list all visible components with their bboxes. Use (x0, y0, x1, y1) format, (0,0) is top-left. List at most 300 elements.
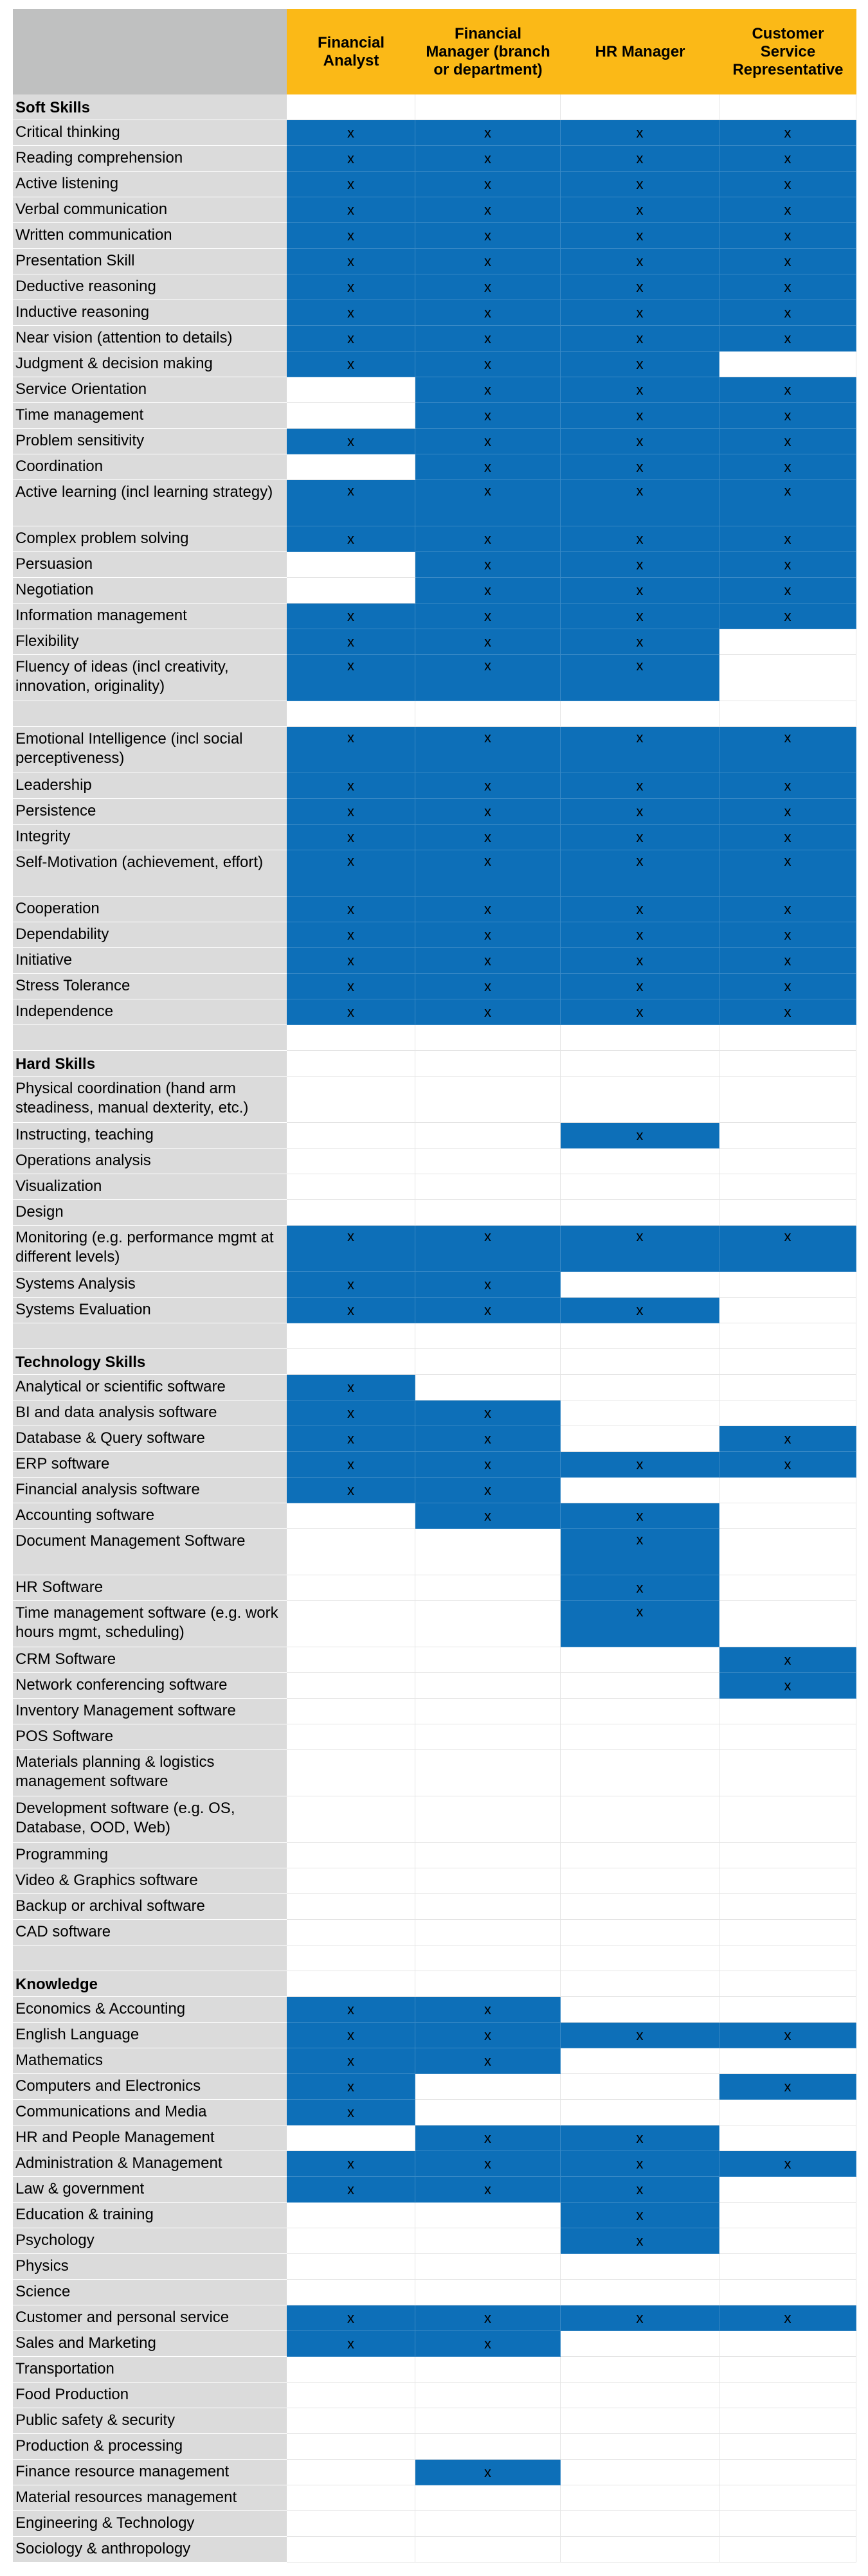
empty-cell (719, 352, 856, 377)
empty-cell (415, 1601, 561, 1647)
table-row (13, 799, 856, 825)
table-row (13, 1796, 856, 1843)
empty-cell (415, 1149, 561, 1174)
empty-cell (415, 1894, 561, 1920)
row-label (13, 701, 287, 727)
row-label: Stress Tolerance (13, 974, 287, 999)
empty-cell (719, 1601, 856, 1647)
marked-cell: x (287, 249, 415, 274)
empty-cell (561, 1997, 719, 2023)
table-row (13, 999, 856, 1025)
marked-cell: x (287, 120, 415, 146)
row-label: CAD software (13, 1920, 287, 1945)
marked-cell: x (415, 1478, 561, 1503)
marked-cell: x (719, 223, 856, 249)
empty-cell (561, 1051, 719, 1077)
marked-cell: x (415, 825, 561, 850)
empty-cell (719, 1699, 856, 1724)
row-label: Customer and personal service (13, 2305, 287, 2331)
empty-cell (415, 2485, 561, 2511)
marked-cell: x (561, 2228, 719, 2254)
empty-cell (719, 94, 856, 120)
empty-cell (287, 2408, 415, 2434)
row-label: Self-Motivation (achievement, effort) (13, 850, 287, 897)
section-row (13, 94, 856, 120)
empty-cell (719, 2331, 856, 2357)
marked-cell: x (561, 2125, 719, 2151)
row-label: Education & training (13, 2203, 287, 2228)
row-label: Instructing, teaching (13, 1123, 287, 1149)
row-label: Database & Query software (13, 1426, 287, 1452)
empty-cell (415, 1796, 561, 1843)
row-label: Mathematics (13, 2048, 287, 2074)
table-row (13, 1452, 856, 1478)
empty-cell (287, 1920, 415, 1945)
marked-cell: x (287, 172, 415, 197)
empty-cell (561, 2511, 719, 2537)
marked-cell: x (561, 825, 719, 850)
marked-cell: x (561, 1226, 719, 1272)
table-row (13, 146, 856, 172)
empty-cell (719, 629, 856, 655)
marked-cell: x (719, 1426, 856, 1452)
table-row (13, 2485, 856, 2511)
table-row (13, 249, 856, 274)
row-label (13, 1945, 287, 1971)
empty-cell (719, 1997, 856, 2023)
empty-cell (415, 1724, 561, 1750)
section-row (13, 1349, 856, 1375)
marked-cell: x (415, 1400, 561, 1426)
row-label: Service Orientation (13, 377, 287, 403)
marked-cell: x (561, 2023, 719, 2048)
marked-cell: x (415, 578, 561, 604)
empty-cell (719, 2485, 856, 2511)
empty-cell (719, 1298, 856, 1323)
table-row (13, 629, 856, 655)
empty-cell (415, 1750, 561, 1796)
empty-cell (287, 1529, 415, 1575)
marked-cell: x (415, 2151, 561, 2177)
marked-cell: x (561, 629, 719, 655)
marked-cell: x (561, 120, 719, 146)
row-label: Active learning (incl learning strategy) (13, 480, 287, 526)
empty-cell (287, 1971, 415, 1997)
table-row (13, 1868, 856, 1894)
empty-cell (287, 2537, 415, 2563)
row-label: Psychology (13, 2228, 287, 2254)
marked-cell: x (719, 274, 856, 300)
row-label: Material resources management (13, 2485, 287, 2511)
table-row (13, 2100, 856, 2125)
empty-cell (561, 94, 719, 120)
empty-cell (561, 1945, 719, 1971)
empty-cell (415, 1323, 561, 1349)
marked-cell: x (561, 2151, 719, 2177)
table-row (13, 1920, 856, 1945)
row-label: Sociology & anthropology (13, 2537, 287, 2563)
marked-cell: x (287, 1298, 415, 1323)
marked-cell: x (719, 897, 856, 922)
row-label: Dependability (13, 922, 287, 948)
marked-cell: x (415, 604, 561, 629)
empty-cell (719, 1123, 856, 1149)
empty-cell (415, 1375, 561, 1400)
empty-cell (415, 1529, 561, 1575)
marked-cell: x (415, 799, 561, 825)
marked-cell: x (287, 1426, 415, 1452)
marked-cell: x (287, 948, 415, 974)
table-row (13, 2434, 856, 2460)
table-row (13, 1226, 856, 1272)
table-row (13, 897, 856, 922)
table-row (13, 454, 856, 480)
empty-cell (415, 1699, 561, 1724)
empty-cell (719, 2228, 856, 2254)
table-row (13, 197, 856, 223)
empty-cell (719, 2357, 856, 2383)
empty-cell (287, 2280, 415, 2305)
marked-cell: x (561, 480, 719, 526)
table-row (13, 2048, 856, 2074)
marked-cell: x (719, 326, 856, 352)
empty-cell (719, 2460, 856, 2485)
table-row (13, 1503, 856, 1529)
row-label: Science (13, 2280, 287, 2305)
marked-cell: x (287, 1375, 415, 1400)
empty-cell (561, 1400, 719, 1426)
table-row (13, 120, 856, 146)
marked-cell: x (415, 1452, 561, 1478)
marked-cell: x (415, 352, 561, 377)
empty-cell (561, 2074, 719, 2100)
marked-cell: x (287, 197, 415, 223)
empty-cell (287, 1894, 415, 1920)
empty-cell (561, 2280, 719, 2305)
empty-cell (719, 2280, 856, 2305)
empty-cell (719, 1724, 856, 1750)
empty-cell (561, 1149, 719, 1174)
empty-cell (561, 701, 719, 727)
empty-cell (287, 94, 415, 120)
empty-cell (719, 1750, 856, 1796)
row-label: English Language (13, 2023, 287, 2048)
row-label: Problem sensitivity (13, 429, 287, 454)
table-row (13, 1149, 856, 1174)
marked-cell: x (561, 655, 719, 701)
marked-cell: x (287, 1452, 415, 1478)
table-row (13, 948, 856, 974)
marked-cell: x (719, 552, 856, 578)
table-row (13, 701, 856, 727)
row-label: Cooperation (13, 897, 287, 922)
marked-cell: x (415, 629, 561, 655)
empty-cell (287, 1200, 415, 1226)
table-row (13, 974, 856, 999)
marked-cell: x (415, 300, 561, 326)
table-row (13, 377, 856, 403)
marked-cell: x (287, 604, 415, 629)
marked-cell: x (719, 727, 856, 773)
marked-cell: x (415, 454, 561, 480)
marked-cell: x (415, 2023, 561, 2048)
empty-cell (561, 1200, 719, 1226)
marked-cell: x (287, 1226, 415, 1272)
row-label: Independence (13, 999, 287, 1025)
empty-cell (287, 2511, 415, 2537)
empty-cell (719, 1077, 856, 1123)
empty-cell (287, 1750, 415, 1796)
table-row (13, 326, 856, 352)
table-row (13, 1945, 856, 1971)
marked-cell: x (719, 403, 856, 429)
row-label: Negotiation (13, 578, 287, 604)
marked-cell: x (415, 172, 561, 197)
row-label: Sales and Marketing (13, 2331, 287, 2357)
marked-cell: x (561, 922, 719, 948)
marked-cell: x (287, 300, 415, 326)
table-row (13, 1699, 856, 1724)
empty-cell (287, 2434, 415, 2460)
marked-cell: x (561, 300, 719, 326)
marked-cell: x (415, 773, 561, 799)
table-row (13, 480, 856, 526)
marked-cell: x (561, 897, 719, 922)
table-row (13, 825, 856, 850)
row-label: Backup or archival software (13, 1894, 287, 1920)
marked-cell: x (415, 897, 561, 922)
empty-cell (561, 1699, 719, 1724)
empty-cell (719, 1945, 856, 1971)
section-row (13, 1051, 856, 1077)
table-row (13, 1025, 856, 1051)
row-label: Design (13, 1200, 287, 1226)
marked-cell: x (287, 480, 415, 526)
table-row (13, 1298, 856, 1323)
empty-cell (719, 2511, 856, 2537)
marked-cell: x (415, 2048, 561, 2074)
empty-cell (561, 1868, 719, 1894)
empty-cell (561, 2254, 719, 2280)
empty-cell (415, 2537, 561, 2563)
empty-cell (561, 1478, 719, 1503)
section-title: Hard Skills (13, 1051, 287, 1077)
table-row (13, 2074, 856, 2100)
marked-cell: x (415, 249, 561, 274)
row-label: Administration & Management (13, 2151, 287, 2177)
empty-cell (287, 1077, 415, 1123)
empty-cell (719, 1272, 856, 1298)
empty-cell (287, 2125, 415, 2151)
empty-cell (415, 701, 561, 727)
empty-cell (719, 1971, 856, 1997)
marked-cell: x (719, 454, 856, 480)
empty-cell (561, 1647, 719, 1673)
empty-cell (719, 2254, 856, 2280)
empty-cell (561, 1724, 719, 1750)
row-label: Systems Evaluation (13, 1298, 287, 1323)
empty-cell (719, 2177, 856, 2203)
empty-cell (719, 1478, 856, 1503)
table-row (13, 1997, 856, 2023)
marked-cell: x (561, 429, 719, 454)
marked-cell: x (561, 1123, 719, 1149)
empty-cell (415, 2280, 561, 2305)
row-label: Video & Graphics software (13, 1868, 287, 1894)
marked-cell: x (415, 655, 561, 701)
table-row (13, 1200, 856, 1226)
row-label: Network conferencing software (13, 1673, 287, 1699)
empty-cell (287, 1673, 415, 1699)
empty-cell (415, 1647, 561, 1673)
empty-cell (719, 1894, 856, 1920)
table-row (13, 655, 856, 701)
marked-cell: x (287, 2331, 415, 2357)
marked-cell: x (415, 1272, 561, 1298)
row-label: Complex problem solving (13, 526, 287, 552)
row-label: Physics (13, 2254, 287, 2280)
row-label: Time management software (e.g. work hours mgmt, scheduling) (13, 1601, 287, 1647)
marked-cell: x (561, 326, 719, 352)
empty-cell (719, 1349, 856, 1375)
table-row (13, 1123, 856, 1149)
row-label: Persistence (13, 799, 287, 825)
marked-cell: x (561, 403, 719, 429)
table-row (13, 1575, 856, 1601)
empty-cell (561, 1174, 719, 1200)
marked-cell: x (415, 1426, 561, 1452)
marked-cell: x (561, 999, 719, 1025)
marked-cell: x (287, 999, 415, 1025)
row-label: HR Software (13, 1575, 287, 1601)
empty-cell (415, 1123, 561, 1149)
marked-cell: x (415, 480, 561, 526)
marked-cell: x (287, 2305, 415, 2331)
empty-cell (287, 1123, 415, 1149)
table-row (13, 2331, 856, 2357)
empty-cell (719, 1025, 856, 1051)
table-row (13, 1077, 856, 1123)
row-label: Accounting software (13, 1503, 287, 1529)
marked-cell: x (561, 850, 719, 897)
table-row (13, 2177, 856, 2203)
row-label: Computers and Electronics (13, 2074, 287, 2100)
marked-cell: x (415, 1997, 561, 2023)
marked-cell: x (415, 2305, 561, 2331)
table-row (13, 578, 856, 604)
empty-cell (415, 1575, 561, 1601)
row-label: Communications and Media (13, 2100, 287, 2125)
marked-cell: x (719, 922, 856, 948)
row-label (13, 1025, 287, 1051)
row-label: Verbal communication (13, 197, 287, 223)
marked-cell: x (719, 578, 856, 604)
row-label: Engineering & Technology (13, 2511, 287, 2537)
table-row (13, 1375, 856, 1400)
marked-cell: x (561, 974, 719, 999)
marked-cell: x (561, 948, 719, 974)
table-row (13, 604, 856, 629)
marked-cell: x (719, 300, 856, 326)
table-row (13, 2254, 856, 2280)
empty-cell (287, 1575, 415, 1601)
empty-cell (561, 1323, 719, 1349)
empty-cell (415, 1971, 561, 1997)
marked-cell: x (287, 773, 415, 799)
empty-cell (561, 2537, 719, 2563)
empty-cell (719, 1920, 856, 1945)
empty-cell (415, 2357, 561, 2383)
marked-cell: x (719, 172, 856, 197)
empty-cell (415, 2100, 561, 2125)
empty-cell (287, 1149, 415, 1174)
table-row (13, 1400, 856, 1426)
empty-cell (719, 1868, 856, 1894)
marked-cell: x (415, 2125, 561, 2151)
empty-cell (719, 1149, 856, 1174)
empty-cell (561, 1920, 719, 1945)
marked-cell: x (415, 223, 561, 249)
marked-cell: x (287, 526, 415, 552)
empty-cell (561, 1426, 719, 1452)
table-row (13, 1647, 856, 1673)
empty-cell (287, 552, 415, 578)
empty-cell (415, 2383, 561, 2408)
table-row (13, 2357, 856, 2383)
empty-cell (415, 1868, 561, 1894)
row-label: Transportation (13, 2357, 287, 2383)
table-row (13, 1673, 856, 1699)
table-row (13, 526, 856, 552)
table-row (13, 300, 856, 326)
empty-cell (719, 1575, 856, 1601)
marked-cell: x (287, 274, 415, 300)
table-row (13, 2305, 856, 2331)
table-row (13, 2151, 856, 2177)
row-label: Analytical or scientific software (13, 1375, 287, 1400)
empty-cell (561, 1272, 719, 1298)
empty-cell (561, 1673, 719, 1699)
empty-cell (719, 2383, 856, 2408)
row-label: Written communication (13, 223, 287, 249)
row-label: ERP software (13, 1452, 287, 1478)
empty-cell (287, 1699, 415, 1724)
marked-cell: x (415, 974, 561, 999)
empty-cell (415, 94, 561, 120)
column-header: HR Manager (561, 9, 719, 94)
row-label: Document Management Software (13, 1529, 287, 1575)
row-label: Public safety & security (13, 2408, 287, 2434)
marked-cell: x (719, 948, 856, 974)
empty-cell (287, 2228, 415, 2254)
marked-cell: x (287, 655, 415, 701)
row-label: Information management (13, 604, 287, 629)
empty-cell (561, 1894, 719, 1920)
empty-cell (561, 2485, 719, 2511)
row-label: Persuasion (13, 552, 287, 578)
row-label (13, 1323, 287, 1349)
marked-cell: x (719, 999, 856, 1025)
row-label: Flexibility (13, 629, 287, 655)
empty-cell (561, 1796, 719, 1843)
row-label: Active listening (13, 172, 287, 197)
marked-cell: x (561, 604, 719, 629)
empty-cell (719, 1051, 856, 1077)
marked-cell: x (415, 120, 561, 146)
marked-cell: x (287, 897, 415, 922)
marked-cell: x (561, 1575, 719, 1601)
marked-cell: x (719, 1452, 856, 1478)
